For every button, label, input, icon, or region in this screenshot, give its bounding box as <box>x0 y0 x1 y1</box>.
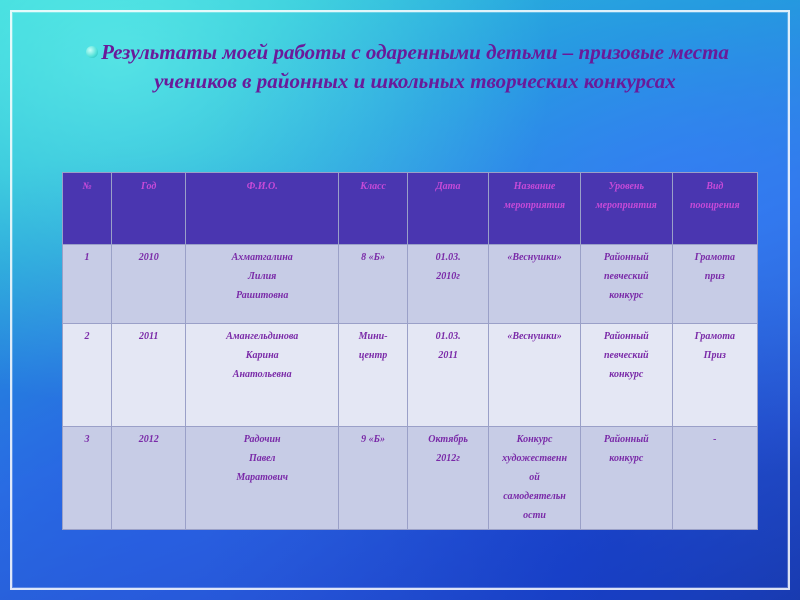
cell-fio: Амангельдинова Карина Анатольевна <box>186 324 339 427</box>
cell-date: 01.03. 2010г <box>408 245 489 324</box>
cell-fio: Радочин Павел Маратович <box>186 427 339 530</box>
cell-year: 2011 <box>112 324 186 427</box>
cell-award-type: - <box>672 427 757 530</box>
table-row <box>63 427 758 530</box>
results-table <box>62 172 758 530</box>
cell-event-name: «Веснушки» <box>489 324 581 427</box>
header-year: Год <box>112 173 186 245</box>
cell-fio: Ахматгалина Лилия Рашитовна <box>186 245 339 324</box>
table-header-row <box>63 173 758 245</box>
cell-number: 3 <box>63 427 112 530</box>
cell-number: 2 <box>63 324 112 427</box>
cell-event-level: Районный певческий конкурс <box>580 324 672 427</box>
header-class: Класс <box>339 173 408 245</box>
cell-class: 9 «Б» <box>339 427 408 530</box>
cell-event-name: «Веснушки» <box>489 245 581 324</box>
cell-class: Мини- центр <box>339 324 408 427</box>
cell-award-type: Грамота приз <box>672 245 757 324</box>
cell-class: 8 «Б» <box>339 245 408 324</box>
cell-event-level: Районный певческий конкурс <box>580 245 672 324</box>
cell-event-level: Районный конкурс <box>580 427 672 530</box>
cell-date: 01.03. 2011 <box>408 324 489 427</box>
cell-event-name: Конкурс художественн ой самодеятельн ости <box>489 427 581 530</box>
table-row <box>63 324 758 427</box>
cell-date: Октябрь 2012г <box>408 427 489 530</box>
header-event-name: Название мероприятия <box>489 173 581 245</box>
header-number: № <box>63 173 112 245</box>
cell-year: 2010 <box>112 245 186 324</box>
cell-year: 2012 <box>112 427 186 530</box>
cell-number: 1 <box>63 245 112 324</box>
header-date: Дата <box>408 173 489 245</box>
slide-title: Результаты моей работы с одаренными детьми – призовые места учеников в районных и школьных творческих конкурсах <box>101 40 729 93</box>
cell-award-type: Грамота Приз <box>672 324 757 427</box>
header-event-level: Уровень мероприятия <box>580 173 672 245</box>
header-fio: Ф.И.О. <box>186 173 339 245</box>
header-award-type: Вид поощрения <box>672 173 757 245</box>
table-row <box>63 245 758 324</box>
